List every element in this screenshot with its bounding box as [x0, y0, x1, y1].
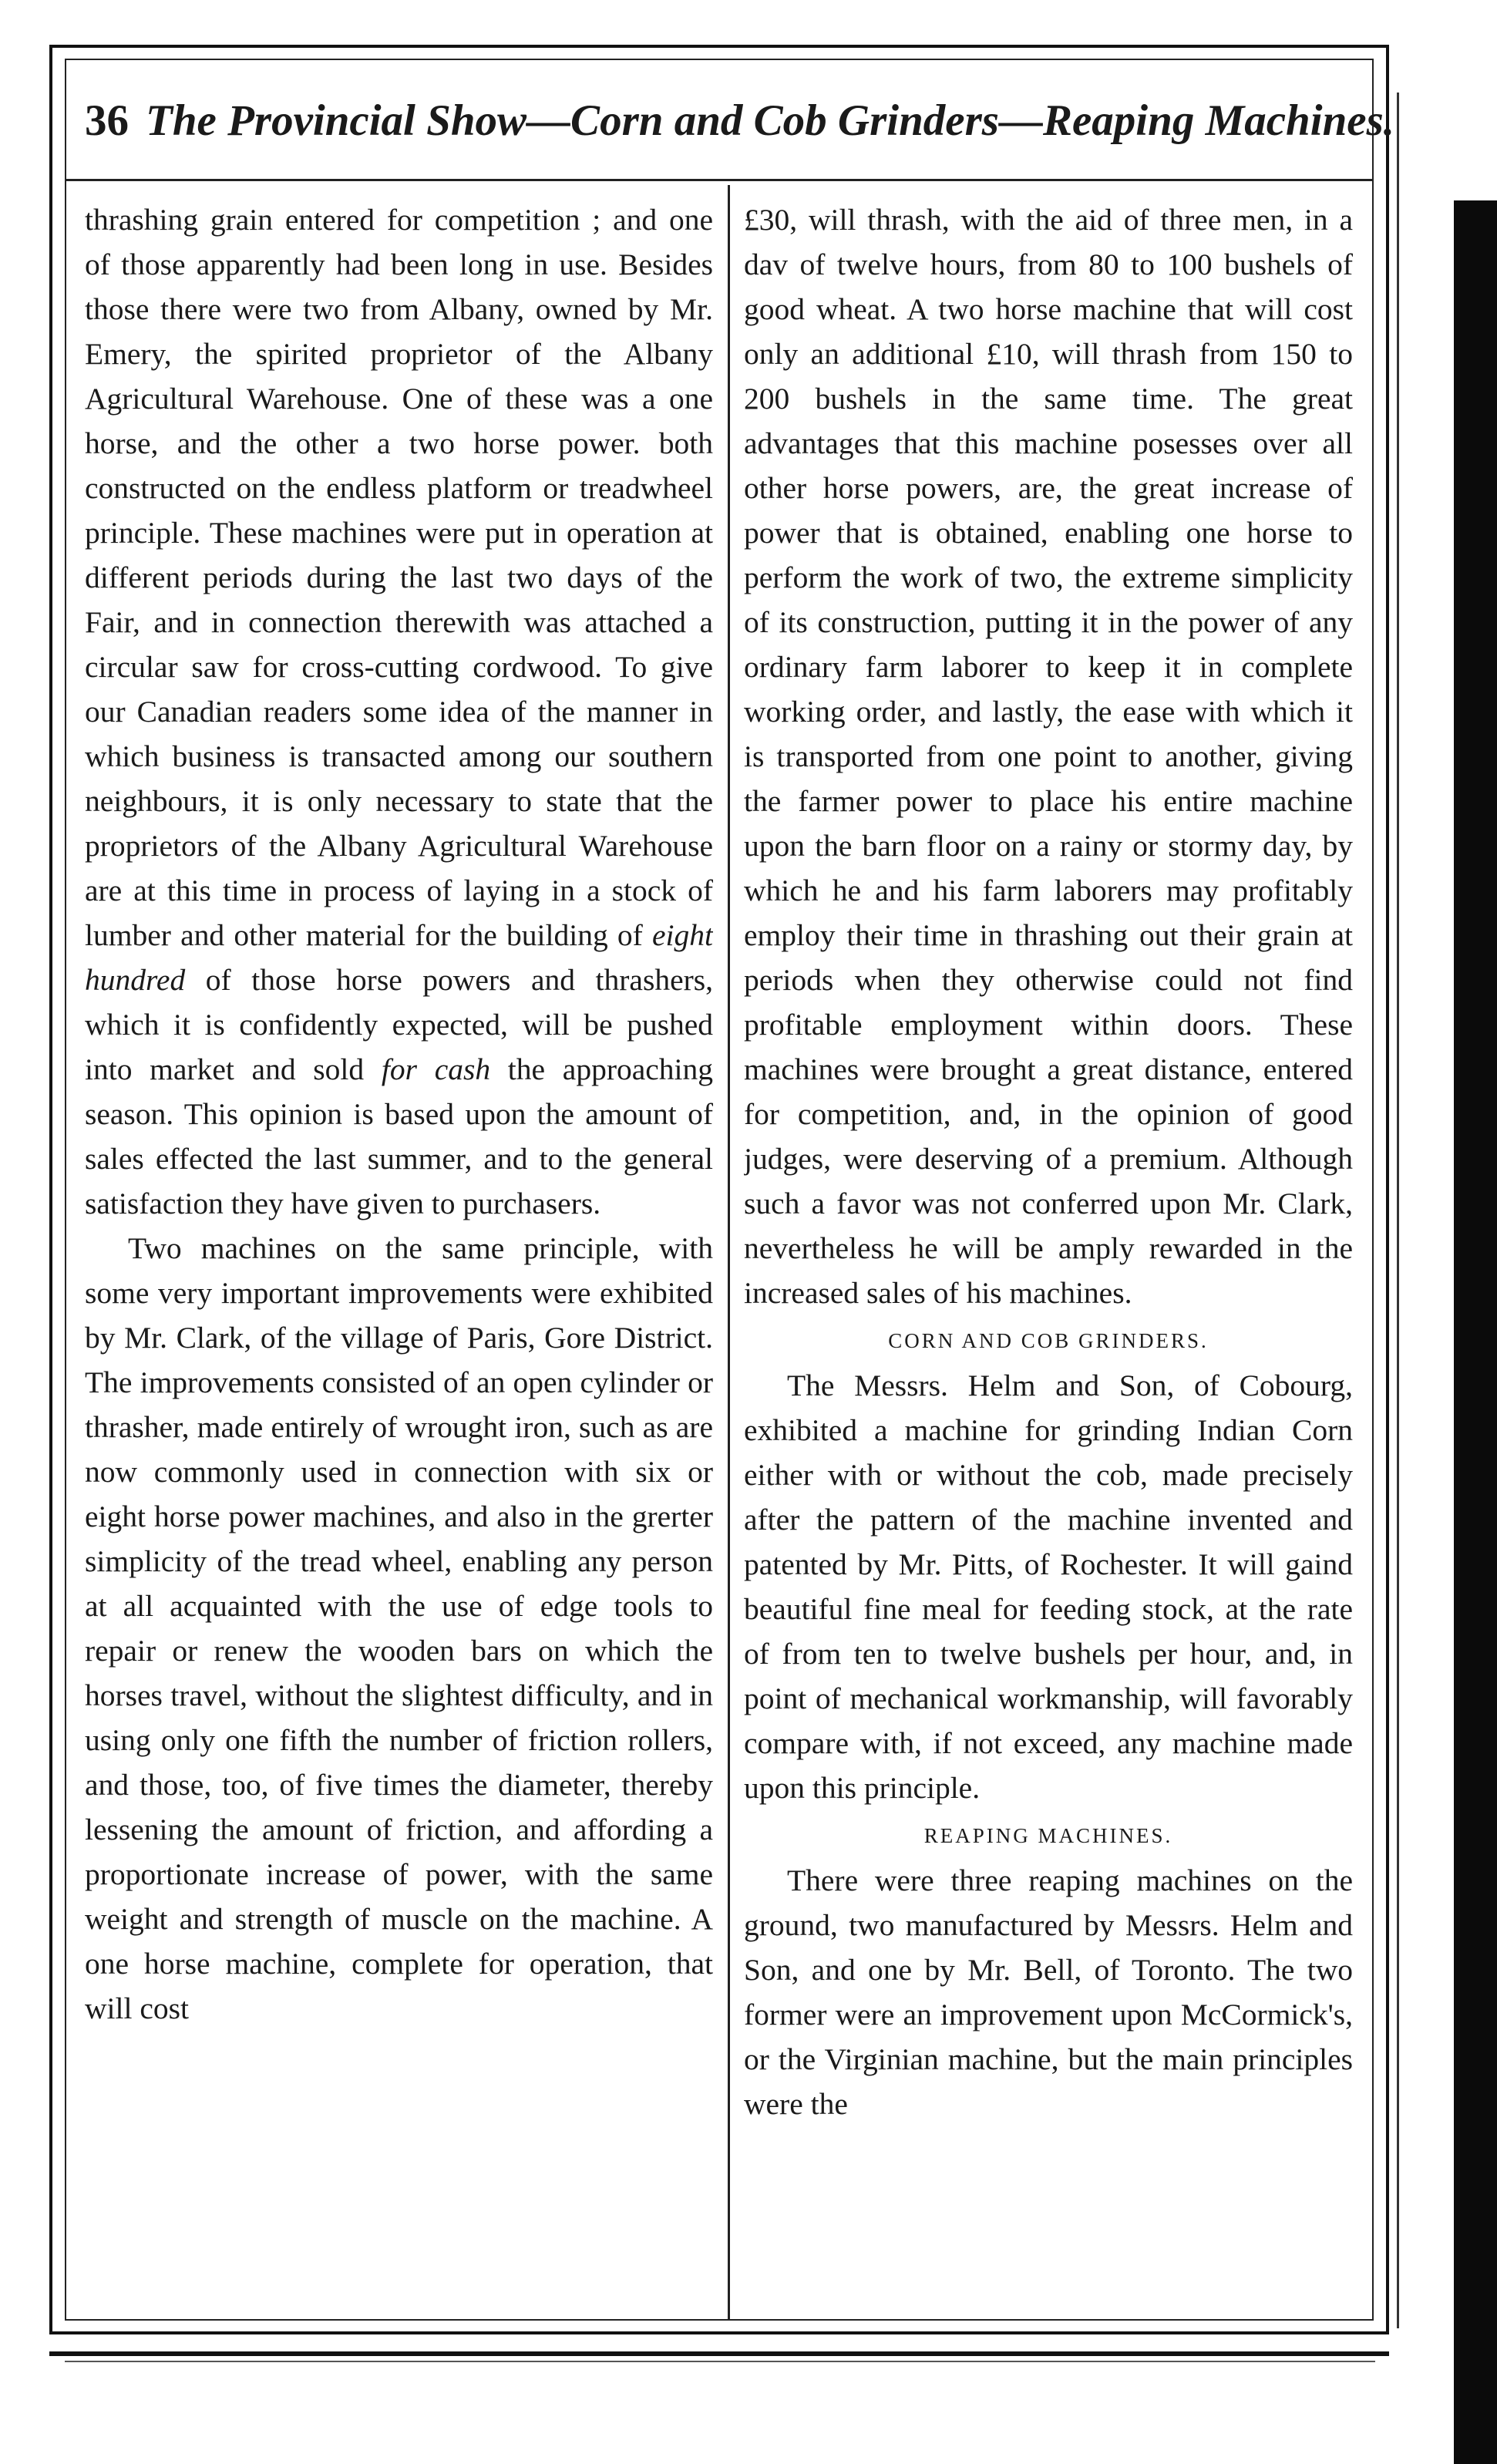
emphasis-eight-hundred: eight hundred	[85, 918, 713, 997]
left-paragraph-1-part-c: the approaching season. This opinion is based upon the amount of sales effected the last summer, and to the general satisfaction they have given to purchasers.	[85, 1052, 713, 1220]
page-header	[85, 86, 1395, 156]
bottom-rule	[49, 2351, 1389, 2356]
right-paragraph-1: £30, will thrash, with the aid of three men, in a dav of twelve hours, from 80 to 100 bushels of good wheat. A two horse machine that will cost only an additional £10, will thrash from 150 to 200 bushels in the same time. The great advantages that this machine posesses over all other horse powers, are, the great increase of power that is obtained, enabling one horse to perform the work of two, the extreme simplicity of its construction, putting it in the power of any ordinary farm laborer to keep it in complete working order, and lastly, the ease with which it is transported from one point to another, giving the farmer power to place his entire machine upon the barn floor on a rainy or stormy day, by which he and his farm laborers may profitably employ their time in thrashing out their grain at periods when they otherwise could not find profitable employment within doors. These machines were brought a great distance, entered for competition, and, in the opinion of good judges, were deserving of a premium. Although such a favor was not conferred upon Mr. Clark, nevertheless he will be amply rewarded in the increased sales of his machines.	[744, 203, 1353, 1310]
left-paragraph-1-part-a: thrashing grain entered for competition ; and one of those apparently had been long in use. Besides those there were two from Albany, owned by Mr. Emery, the spirited proprietor of the Albany Agricultural Warehouse. One of these was a one horse, and the other a two horse power. both constructed on the endless platform or treadwheel principle. These machines were put in operation at different periods during the last two days of the Fair, and in connection therewith was attached a circular saw for cross-cutting cordwood. To give our Canadian readers some idea of the manner in which business is transacted among our southern neighbours, it is only necessary to state that the proprietors of the Albany Agricultural Warehouse are at this time in process of laying in a stock of lumber and other material for the building of	[85, 203, 713, 952]
left-column	[85, 197, 713, 2310]
right-paragraph-3: There were three reaping machines on the ground, two manufactured by Messrs. Helm and Son, and one by Mr. Bell, of Toronto. The two former were an improvement upon McCormick's, or the Virginian machine, but the main principles were the	[744, 1863, 1353, 2121]
right-column	[744, 197, 1353, 2310]
bottom-rule-thin	[65, 2361, 1375, 2362]
heading-reaping-machines: REAPING MACHINES.	[923, 1824, 1173, 1847]
right-edge-rule	[1397, 93, 1399, 2328]
scan-edge-gap	[1440, 0, 1497, 200]
emphasis-for-cash: for cash	[381, 1052, 491, 1086]
left-paragraph-1-part-b: of those horse powers and thrashers, which it is confidently expected, will be pushed into market and sold	[85, 963, 713, 1086]
right-paragraph-2: The Messrs. Helm and Son, of Cobourg, exhibited a machine for grinding Indian Corn either with or without the cob, made precisely after the pattern of the machine invented and patented by Mr. Pitts, of Rochester. It will gaind beautiful fine meal for feeding stock, at the rate of from ten to twelve bushels per hour, and, in point of mechanical workmanship, will favorably compare with, if not exceed, any machine made upon this principle.	[744, 1368, 1353, 1805]
page-number: 36	[85, 96, 129, 145]
column-divider	[728, 185, 730, 2321]
left-paragraph-1	[85, 197, 713, 1226]
running-title: The Provincial Show—Corn and Cob Grinders—Reaping Machines.	[146, 96, 1395, 145]
heading-corn-and-cob-grinders: CORN AND COB GRINDERS.	[888, 1329, 1209, 1352]
left-paragraph-2: Two machines on the same principle, with some very important improvements were exhibited by Mr. Clark, of the village of Paris, Gore District. The improvements consisted of an open cylinder or thrasher, made entirely of wrought iron, such as are now commonly used in connection with six or eight horse power machines, and also in the grerter simplicity of the tread wheel, enabling any person at all acquainted with the use of edge tools to repair or renew the wooden bars on which the horses travel, without the slightest difficulty, and in using only one fifth the number of friction rollers, and those, too, of five times the diameter, thereby lessening the amount of friction, and affording a proportionate increase of power, with the same weight and strength of muscle on the machine. A one horse machine, complete for operation, that will cost	[85, 1231, 713, 2025]
scan-edge-strip	[1454, 0, 1497, 2464]
header-rule	[65, 179, 1374, 181]
